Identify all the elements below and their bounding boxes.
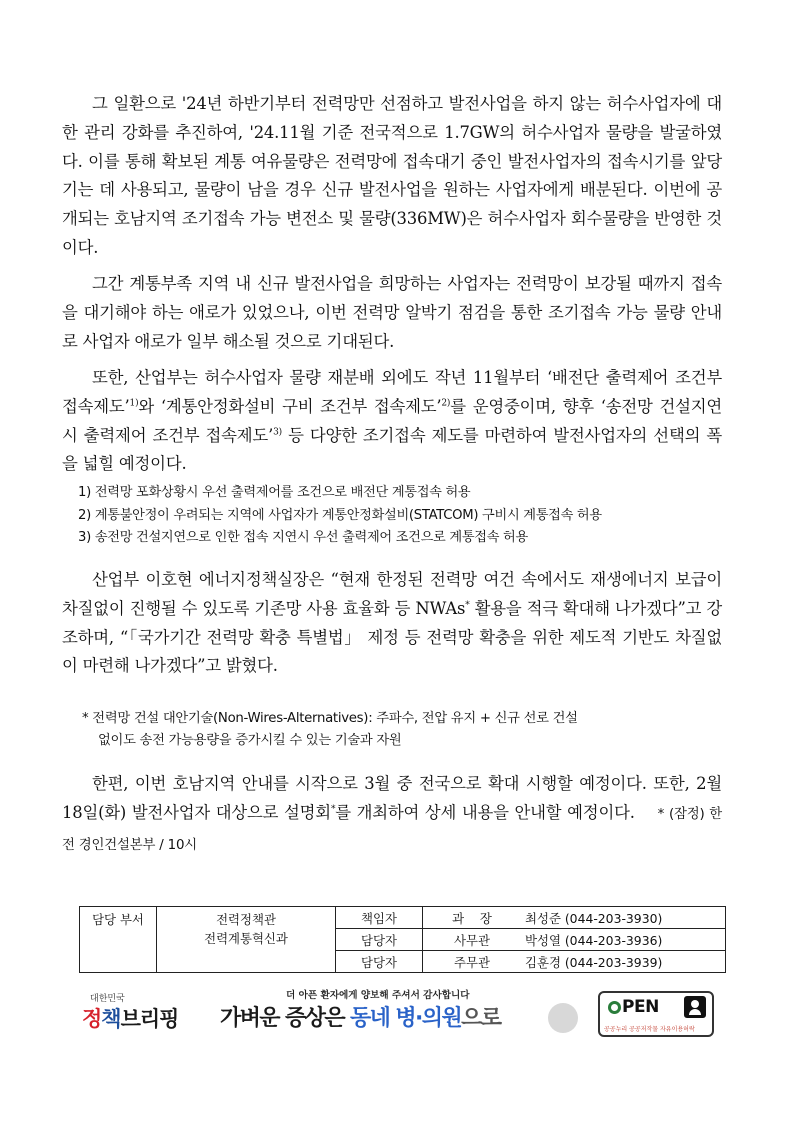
footer-banner <box>80 985 720 1045</box>
contact-role: 담당자 <box>336 951 423 973</box>
contact-role: 담당자 <box>336 929 423 951</box>
p4-text-b: 활용을 적극 확대해 나가겠다”고 강조하며, “「국가기간 전력망 확충 특별법」 제정 등 전력망 확충을 위한 제도적 기반도 차질없이 마련해 나가겠다”고 밝혔다. <box>62 598 722 676</box>
p3-text-b: 와 ‘계통안정화설비 구비 조건부 접속제도’ <box>138 396 442 416</box>
footnote-ref-1: 1) <box>129 398 139 409</box>
footnote-list <box>78 482 728 550</box>
open-o-icon <box>608 1001 621 1014</box>
p5-text-a: 한편, 이번 호남지역 안내를 시작으로 3월 중 전국으로 확대 시행할 예정이다. 또한, 2월 18일(화) 발전사업자 대상으로 설명회 <box>62 774 722 822</box>
p3-text-a: 또한, 산업부는 허수사업자 물량 재분배 외에도 작년 11월부터 ‘배전단 출력제어 조건부 접속제도’ <box>62 368 722 416</box>
p5-text-b: 를 개최하여 상세 내용을 안내할 예정이다. <box>335 802 635 822</box>
p4-text-a: 산업부 이호현 에너지정책실장은 “현재 한정된 전력망 여건 속에서도 재생에너지 보급이 차질없이 진행될 수 있도록 기존망 사용 효율화 등 NWAs <box>62 570 722 618</box>
footnote-2: 2) 계통불안정이 우려되는 지역에 사업자가 계통안정화설비(STATCOM) 구비시 계통접속 허용 <box>78 507 602 523</box>
paragraph-3 <box>62 364 722 479</box>
pill-icon <box>548 1003 578 1033</box>
briefing-ref: * <box>330 804 336 815</box>
dept-line-1: 전력정책관 <box>216 912 276 927</box>
footnote-ref-2: 2) <box>441 398 451 409</box>
open-label: PEN <box>622 997 659 1017</box>
contact-name: 김훈경 (044-203-3939) <box>521 951 726 973</box>
contact-position: 사무관 <box>423 929 522 951</box>
contact-role: 책임자 <box>336 907 423 929</box>
contact-table <box>79 906 726 973</box>
dept-line-2: 전력계통혁신과 <box>204 931 288 946</box>
contact-row <box>80 907 726 929</box>
footnote-1: 1) 전력망 포화상황시 우선 출력제어를 조건으로 배전단 계통접속 허용 <box>78 485 471 500</box>
brand-part-2: 책 <box>101 1007 121 1031</box>
policy-briefing-logo[interactable] <box>80 991 180 1037</box>
open-subtext: 공공누리 공공저작물 자유이용허락 <box>604 1026 695 1033</box>
dept-name <box>157 907 336 973</box>
contact-name: 최성준 (044-203-3930) <box>521 907 726 929</box>
footnote-3: 3) 송전망 건설지연으로 인한 접속 지연시 우선 출력제어 조건으로 계통접속 허용 <box>78 530 528 546</box>
dept-header: 담당 부서 <box>80 907 157 973</box>
open-wordmark <box>608 997 659 1017</box>
footnote-ref-3: 3) <box>273 427 282 438</box>
banner-part-1: 가벼운 증상은 <box>220 1006 351 1031</box>
briefing-note: * (잠정) 한전 경인건설본부 / 10시 <box>62 806 722 853</box>
banner-main-text <box>220 1001 500 1032</box>
banner-part-2: 동네 병·의원 <box>350 1006 462 1031</box>
attribution-person-icon <box>684 996 706 1018</box>
contact-position: 주무관 <box>423 951 522 973</box>
nwas-ref: * <box>465 600 470 611</box>
paragraph-4 <box>62 566 722 681</box>
banner-top-text: 더 아픈 환자에게 양보해 주셔서 감사합니다 <box>286 990 470 1001</box>
campaign-banner[interactable] <box>220 987 570 1043</box>
nwas-note <box>82 708 732 752</box>
brand-small-text: 대한민국 <box>90 994 125 1004</box>
contact-position: 과 장 <box>423 907 522 929</box>
contact-name: 박성열 (044-203-3936) <box>521 929 726 951</box>
nwas-note-line-1: * 전력망 건설 대안기술(Non-Wires-Alternatives): 주파수, 전압 유지 + 신규 선로 건설 <box>82 711 578 726</box>
brand-part-1: 정 <box>82 1007 102 1031</box>
paragraph-1: 그 일환으로 '24년 하반기부터 전력망만 선점하고 발전사업을 하지 않는 허수사업자에 대한 관리 강화를 추진하여, '24.11월 기준 전국적으로 1.7GW의 허수사업자 물량을 발굴하였다. 이를 통해 확보된 계통 여유물량은 전력망에 접속대기 중인 발전사업자의 접속시기를 앞당기는 데 사용되고, 물량이 남을 경우 신규 발전사업을 원하는 사업자에게 배분된다. 이번에 공개되는 호남지역 조기접속 가능 변전소 및 물량(336MW)은 허수사업자 회수물량을 반영한 것이다. <box>62 94 722 257</box>
paragraph-2: 그간 계통부족 지역 내 신규 발전사업을 희망하는 사업자는 전력망이 보강될 때까지 접속을 대기해야 하는 애로가 있었으나, 이번 전력망 알박기 점검을 통한 조기접속 가능 물량 안내로 사업자 애로가 일부 해소될 것으로 기대된다. <box>62 274 722 351</box>
brand-wordmark <box>82 1003 178 1033</box>
banner-part-3: 으로 <box>461 1006 501 1031</box>
p3-text-c: 를 운영중이며, 향후 ‘송전망 건설지연시 출력제어 조건부 접속제도’ <box>62 396 722 445</box>
nwas-note-line-2: 없이도 송전 가능용량을 증가시킬 수 있는 기술과 자원 <box>98 733 402 748</box>
paragraph-5 <box>62 770 722 860</box>
p3-text-d: 등 다양한 조기접속 제도를 마련하여 발전사업자의 선택의 폭을 넓힐 예정이다. <box>62 425 722 474</box>
kogl-open-badge[interactable] <box>598 991 714 1037</box>
brand-part-3: 브리핑 <box>120 1007 179 1031</box>
